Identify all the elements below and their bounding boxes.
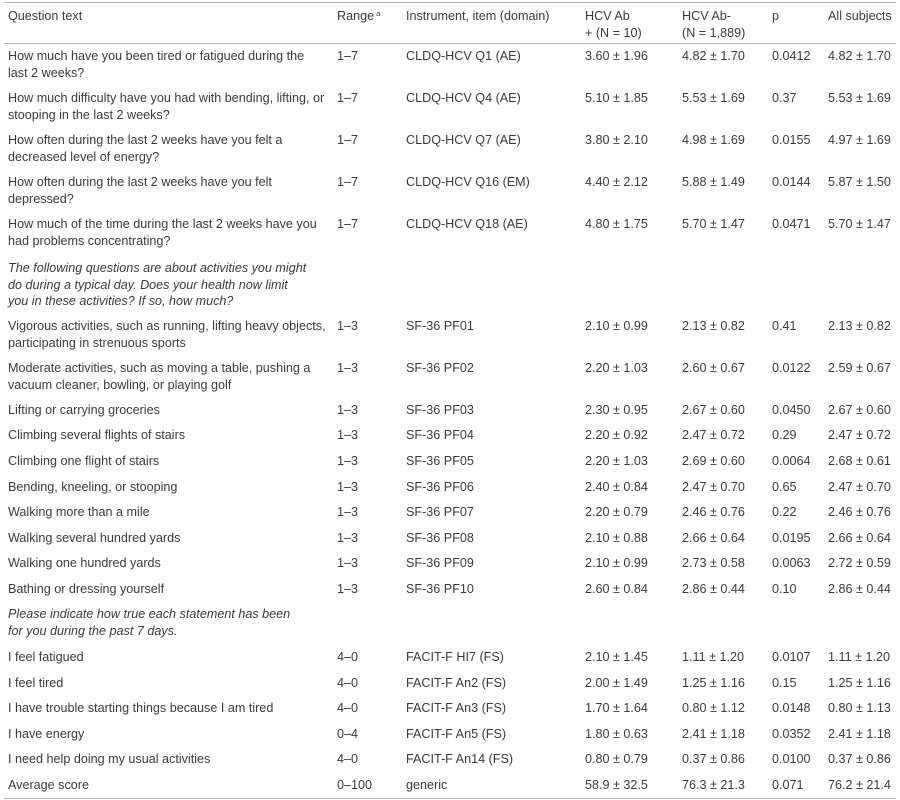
hcv-positive-cell: 2.20 ± 1.03 — [585, 454, 648, 468]
p-value-cell: 0.0144 — [772, 175, 811, 189]
instrument-cell: FACIT-F An14 (FS) — [406, 752, 514, 766]
instrument-cell: CLDQ-HCV Q18 (AE) — [406, 217, 528, 231]
p-value-cell: 0.0107 — [772, 650, 811, 664]
range-cell: 1–7 — [337, 133, 359, 147]
p-value-cell: 0.0352 — [772, 727, 811, 741]
instrument-cell: CLDQ-HCV Q4 (AE) — [406, 91, 521, 105]
all-subjects-cell: 0.80 ± 1.13 — [828, 701, 891, 715]
range-cell: 4–0 — [337, 650, 359, 664]
question-cell: Walking one hundred yards — [8, 556, 161, 570]
p-value-cell: 0.15 — [772, 676, 797, 690]
range-cell: 1–3 — [337, 428, 359, 442]
hcv-positive-cell: 2.10 ± 0.88 — [585, 531, 648, 545]
hcv-negative-cell: 5.53 ± 1.69 — [682, 91, 745, 105]
range-cell: 1–3 — [337, 403, 359, 417]
p-value-cell: 0.37 — [772, 91, 797, 105]
all-subjects-cell: 4.97 ± 1.69 — [828, 133, 891, 147]
p-value-cell: 0.0471 — [772, 217, 811, 231]
p-value-cell: 0.41 — [772, 319, 797, 333]
instrument-cell: CLDQ-HCV Q16 (EM) — [406, 175, 530, 189]
hcv-negative-cell: 1.25 ± 1.16 — [682, 676, 745, 690]
header-hcv-ab-positive — [585, 8, 642, 41]
instrument-cell: FACIT-F An5 (FS) — [406, 727, 507, 741]
p-value-cell: 0.0155 — [772, 133, 811, 147]
hcv-positive-cell: 4.40 ± 2.12 — [585, 175, 648, 189]
p-value-cell: 0.29 — [772, 428, 797, 442]
header-range — [337, 8, 380, 25]
question-cell: Walking several hundred yards — [8, 531, 181, 545]
range-cell: 1–3 — [337, 531, 359, 545]
hcv-positive-cell: 0.80 ± 0.79 — [585, 752, 648, 766]
all-subjects-cell: 2.67 ± 0.60 — [828, 403, 891, 417]
p-value-cell: 0.0122 — [772, 361, 811, 375]
hcv-positive-cell: 2.20 ± 1.03 — [585, 361, 648, 375]
instrument-cell: SF-36 PF07 — [406, 505, 474, 519]
all-subjects-cell: 1.25 ± 1.16 — [828, 676, 891, 690]
hcv-negative-cell: 2.41 ± 1.18 — [682, 727, 745, 741]
hcv-negative-cell: 2.66 ± 0.64 — [682, 531, 745, 545]
question-cell: Bending, kneeling, or stooping — [8, 480, 178, 494]
question-cell: Bathing or dressing yourself — [8, 582, 165, 596]
question-cell: Climbing several flights of stairs — [8, 428, 186, 442]
p-value-cell: 0.0412 — [772, 49, 811, 63]
hcv-negative-cell: 2.73 ± 0.58 — [682, 556, 745, 570]
all-subjects-cell: 5.87 ± 1.50 — [828, 175, 891, 189]
hcv-positive-cell: 3.80 ± 2.10 — [585, 133, 648, 147]
hcv-negative-cell: 5.88 ± 1.49 — [682, 175, 745, 189]
header-p-value: p — [772, 9, 780, 23]
range-cell: 4–0 — [337, 701, 359, 715]
all-subjects-cell: 2.41 ± 1.18 — [828, 727, 891, 741]
range-cell: 0–4 — [337, 727, 359, 741]
hcv-negative-cell: 2.46 ± 0.76 — [682, 505, 745, 519]
question-cell: I have energy — [8, 727, 85, 741]
p-value-cell: 0.22 — [772, 505, 797, 519]
hcv-positive-cell: 2.20 ± 0.92 — [585, 428, 648, 442]
all-subjects-cell: 2.66 ± 0.64 — [828, 531, 891, 545]
all-subjects-cell: 0.37 ± 0.86 — [828, 752, 891, 766]
hcv-negative-cell: 4.82 ± 1.70 — [682, 49, 745, 63]
question-cell: How often during the last 2 weeks have you felt a decreased level of energy? — [8, 133, 283, 164]
range-cell: 1–7 — [337, 175, 359, 189]
hcv-negative-cell: 2.69 ± 0.60 — [682, 454, 745, 468]
question-cell: How much difficulty have you had with bending, lifting, or stooping in the last 2 weeks? — [8, 91, 325, 122]
range-cell: 1–3 — [337, 556, 359, 570]
range-cell: 1–3 — [337, 319, 359, 333]
all-subjects-cell: 2.13 ± 0.82 — [828, 319, 891, 333]
range-cell: 4–0 — [337, 752, 359, 766]
hcv-positive-cell: 4.80 ± 1.75 — [585, 217, 648, 231]
instrument-cell: SF-36 PF10 — [406, 582, 474, 596]
p-value-cell: 0.0195 — [772, 531, 811, 545]
header-range-footnote-mark: a — [376, 9, 381, 18]
instrument-cell: SF-36 PF02 — [406, 361, 474, 375]
range-cell: 1–7 — [337, 91, 359, 105]
question-cell: I have trouble starting things because I am tired — [8, 701, 274, 715]
all-subjects-cell: 5.70 ± 1.47 — [828, 217, 891, 231]
all-subjects-cell: 2.47 ± 0.72 — [828, 428, 891, 442]
question-cell: Walking more than a mile — [8, 505, 150, 519]
hcv-positive-cell: 2.10 ± 1.45 — [585, 650, 648, 664]
hcv-positive-cell: 58.9 ± 32.5 — [585, 778, 648, 792]
hcv-positive-cell: 2.00 ± 1.49 — [585, 676, 648, 690]
instrument-cell: CLDQ-HCV Q1 (AE) — [406, 49, 521, 63]
hcv-positive-cell: 2.40 ± 0.84 — [585, 480, 648, 494]
header-hcv-ab-negative-line-2: (N = 1,889) — [682, 25, 746, 40]
hcv-negative-cell: 2.67 ± 0.60 — [682, 403, 745, 417]
all-subjects-cell: 2.68 ± 0.61 — [828, 454, 891, 468]
all-subjects-cell: 2.59 ± 0.67 — [828, 361, 891, 375]
header-hcv-ab-negative-line-1: HCV Ab- — [682, 9, 731, 23]
question-cell: I need help doing my usual activities — [8, 752, 211, 766]
question-cell: Moderate activities, such as moving a table, pushing a vacuum cleaner, bowling, or playing golf — [8, 361, 311, 392]
range-cell: 1–3 — [337, 505, 359, 519]
p-value-cell: 0.10 — [772, 582, 797, 596]
section-note: The following questions are about activities you might do during a typical day. Does your health now limit you in these activities? If so, how much? — [8, 261, 307, 308]
header-instrument: Instrument, item (domain) — [406, 9, 550, 23]
instrument-cell: SF-36 PF04 — [406, 428, 474, 442]
question-cell: Lifting or carrying groceries — [8, 403, 160, 417]
hcv-negative-cell: 76.3 ± 21.3 — [682, 778, 745, 792]
instrument-cell: SF-36 PF01 — [406, 319, 474, 333]
hcv-negative-cell: 0.37 ± 0.86 — [682, 752, 745, 766]
header-question-text: Question text — [8, 9, 83, 23]
range-cell: 1–3 — [337, 480, 359, 494]
instrument-cell: SF-36 PF03 — [406, 403, 474, 417]
all-subjects-cell: 2.46 ± 0.76 — [828, 505, 891, 519]
p-value-cell: 0.0064 — [772, 454, 811, 468]
range-cell: 1–7 — [337, 49, 359, 63]
p-value-cell: 0.65 — [772, 480, 797, 494]
question-cell: Vigorous activities, such as running, lifting heavy objects, participating in strenuous sports — [8, 319, 326, 350]
hcv-positive-cell: 5.10 ± 1.85 — [585, 91, 648, 105]
instrument-cell: SF-36 PF05 — [406, 454, 474, 468]
range-cell: 1–3 — [337, 454, 359, 468]
hcv-positive-cell: 2.10 ± 0.99 — [585, 556, 648, 570]
hcv-negative-cell: 4.98 ± 1.69 — [682, 133, 745, 147]
question-cell: How often during the last 2 weeks have you felt depressed? — [8, 175, 272, 206]
question-cell: Climbing one flight of stairs — [8, 454, 160, 468]
instrument-cell: FACIT-F An2 (FS) — [406, 676, 507, 690]
all-subjects-cell: 2.86 ± 0.44 — [828, 582, 891, 596]
hcv-positive-cell: 2.20 ± 0.79 — [585, 505, 648, 519]
question-cell: How much of the time during the last 2 weeks have you had problems concentrating? — [8, 217, 317, 248]
range-cell: 4–0 — [337, 676, 359, 690]
hcv-negative-cell: 2.13 ± 0.82 — [682, 319, 745, 333]
hcv-positive-cell: 2.30 ± 0.95 — [585, 403, 648, 417]
all-subjects-cell: 4.82 ± 1.70 — [828, 49, 891, 63]
instrument-cell: SF-36 PF06 — [406, 480, 474, 494]
hcv-negative-cell: 0.80 ± 1.12 — [682, 701, 745, 715]
header-hcv-ab-positive-line-2: + (N = 10) — [585, 25, 642, 40]
range-cell: 0–100 — [337, 778, 373, 792]
hcv-positive-cell: 3.60 ± 1.96 — [585, 49, 648, 63]
p-value-cell: 0.0450 — [772, 403, 811, 417]
question-cell: I feel tired — [8, 676, 64, 690]
range-cell: 1–3 — [337, 361, 359, 375]
hcv-negative-cell: 2.47 ± 0.70 — [682, 480, 745, 494]
instrument-cell: FACIT-F An3 (FS) — [406, 701, 507, 715]
hcv-positive-cell: 2.60 ± 0.84 — [585, 582, 648, 596]
hcv-negative-cell: 2.86 ± 0.44 — [682, 582, 745, 596]
hcv-negative-cell: 2.47 ± 0.72 — [682, 428, 745, 442]
all-subjects-cell: 5.53 ± 1.69 — [828, 91, 891, 105]
table-top-rule — [4, 2, 896, 3]
hcv-positive-cell: 1.70 ± 1.64 — [585, 701, 648, 715]
header-hcv-ab-positive-line-1: HCV Ab — [585, 9, 630, 23]
hcv-positive-cell: 2.10 ± 0.99 — [585, 319, 648, 333]
all-subjects-cell: 76.2 ± 21.4 — [828, 778, 891, 792]
all-subjects-cell: 2.47 ± 0.70 — [828, 480, 891, 494]
range-cell: 1–3 — [337, 582, 359, 596]
hcv-positive-cell: 1.80 ± 0.63 — [585, 727, 648, 741]
instrument-cell: FACIT-F HI7 (FS) — [406, 650, 504, 664]
hcv-negative-cell: 2.60 ± 0.67 — [682, 361, 745, 375]
header-range-label: Range — [337, 9, 375, 23]
instrument-cell: generic — [406, 778, 448, 792]
header-hcv-ab-negative — [682, 8, 745, 41]
range-cell: 1–7 — [337, 217, 359, 231]
header-all-subjects: All subjects — [828, 9, 892, 23]
hcv-negative-cell: 1.11 ± 1.20 — [682, 650, 744, 664]
p-value-cell: 0.071 — [772, 778, 804, 792]
section-note: Please indicate how true each statement has been for you during the past 7 days. — [8, 607, 291, 638]
question-cell: Average score — [8, 778, 89, 792]
question-cell: I feel fatigued — [8, 650, 84, 664]
instrument-cell: CLDQ-HCV Q7 (AE) — [406, 133, 521, 147]
instrument-cell: SF-36 PF08 — [406, 531, 474, 545]
header-rule — [4, 43, 896, 44]
p-value-cell: 0.0100 — [772, 752, 811, 766]
question-cell: How much have you been tired or fatigued during the last 2 weeks? — [8, 49, 305, 80]
all-subjects-cell: 2.72 ± 0.59 — [828, 556, 891, 570]
p-value-cell: 0.0063 — [772, 556, 811, 570]
hcv-negative-cell: 5.70 ± 1.47 — [682, 217, 745, 231]
table-bottom-rule — [4, 798, 896, 799]
all-subjects-cell: 1.11 ± 1.20 — [828, 650, 890, 664]
instrument-cell: SF-36 PF09 — [406, 556, 474, 570]
p-value-cell: 0.0148 — [772, 701, 811, 715]
